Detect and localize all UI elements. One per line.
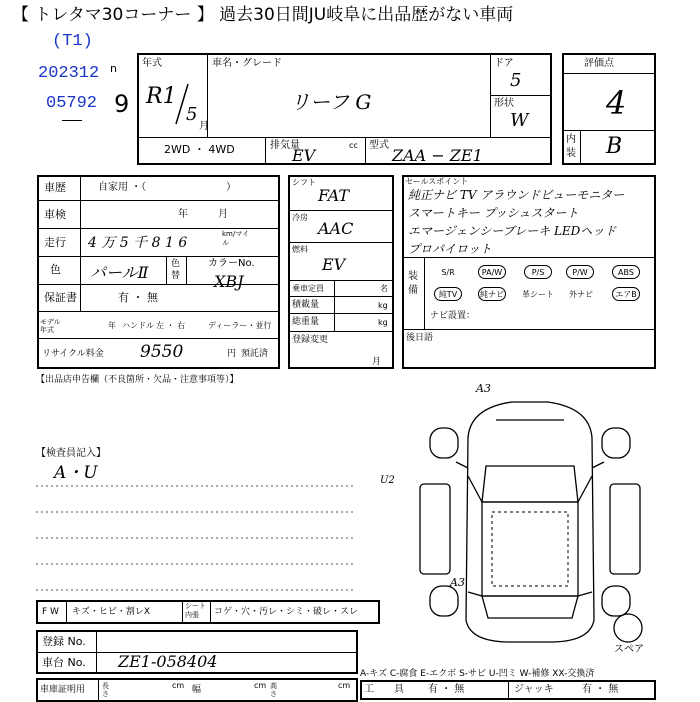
displacement-label: 排気量 bbox=[270, 140, 300, 151]
load-unit: kg bbox=[378, 301, 388, 310]
ac-value: AAC bbox=[318, 219, 354, 238]
notes-label: 後日語 bbox=[406, 333, 434, 343]
color-no-value: XBJ bbox=[214, 272, 244, 291]
equip-pw: P/W bbox=[566, 265, 594, 279]
model-label: 型式 bbox=[369, 140, 389, 151]
equip-abs: ABS bbox=[612, 265, 640, 279]
score-label: 評価点 bbox=[584, 58, 614, 69]
model-value: ZAA − ZE1 bbox=[392, 146, 483, 165]
mileage-label: 走行 bbox=[44, 236, 66, 249]
damage-mark-a3-top: A3 bbox=[476, 382, 491, 395]
jack-label: ジャッキ bbox=[514, 684, 554, 695]
recycle-unit: 円 bbox=[227, 349, 237, 359]
color-value: パールⅡ bbox=[90, 263, 149, 282]
registration-label: 登録変更 bbox=[292, 335, 329, 345]
equip-paw: PA/W bbox=[478, 265, 506, 279]
seat-label: シート内張 bbox=[185, 602, 206, 619]
door-value: 5 bbox=[510, 70, 522, 91]
warranty-value: 有 ・ 無 bbox=[118, 291, 158, 304]
width-label: 幅 bbox=[192, 685, 202, 695]
model-year-label: モデル年式 bbox=[40, 318, 61, 334]
shape-label: 形状 bbox=[494, 98, 514, 109]
recycle-label: リサイクル料金 bbox=[42, 349, 104, 359]
name-label: 車名・グレード bbox=[212, 58, 282, 69]
sales-point-line3: エマージェンシーブレーキ LEDヘッド bbox=[408, 224, 617, 238]
fuel-value: EV bbox=[322, 255, 346, 274]
displacement-unit: cc bbox=[349, 141, 358, 150]
weight-label: 総重量 bbox=[292, 317, 320, 327]
drive-label: 2WD ・ 4WD bbox=[164, 143, 235, 156]
damage-mark-u2: U2 bbox=[380, 475, 395, 486]
width-unit: cm bbox=[254, 681, 267, 690]
color-label: 色 bbox=[50, 263, 61, 276]
reg-no-label: 登録 No. bbox=[42, 635, 86, 648]
name-value: リーフ G bbox=[290, 90, 372, 114]
inspector-label: 【検査員記入】 bbox=[36, 448, 106, 459]
damage-legend: A-キズ C-腐食 E-エクボ S-サビ U-凹ミ W-補修 XX-交換済 bbox=[360, 669, 595, 679]
height-label: 高さ bbox=[270, 682, 277, 698]
warranty-label: 保証書 bbox=[44, 291, 77, 304]
seller-comments-label: 【出品店申告欄（不良箇所・欠品・注意事項等）】 bbox=[36, 375, 239, 385]
equip-tv: 純TV bbox=[434, 287, 462, 301]
year-label: 年式 bbox=[142, 58, 162, 69]
history-value: 自家用 ・（ ） bbox=[98, 182, 237, 193]
tools-value: 有 ・ 無 bbox=[428, 684, 465, 695]
chassis-value: ZE1-058404 bbox=[118, 652, 218, 671]
ac-label: 冷房 bbox=[292, 213, 308, 222]
recycle-value: 9550 bbox=[140, 342, 184, 362]
score-value: 4 bbox=[606, 84, 627, 122]
lot-overlay-line1: (T1) bbox=[52, 32, 93, 51]
height-unit: cm bbox=[338, 681, 351, 690]
length-unit: cm bbox=[172, 681, 185, 690]
mileage-value: 4 万 5 千 8 1 6 bbox=[88, 235, 188, 251]
shape-value: W bbox=[510, 110, 529, 131]
spare-label: スペア bbox=[614, 644, 644, 655]
handle-label: ハンドル bbox=[122, 321, 154, 330]
lot-dash bbox=[62, 120, 82, 121]
recycle-deposit: 預託済 bbox=[241, 349, 269, 359]
equip-leather: 革シート bbox=[522, 290, 554, 299]
fw-label: F W bbox=[42, 607, 59, 617]
fuel-label: 燃料 bbox=[292, 245, 308, 254]
inspection-value: 年 月 bbox=[178, 209, 228, 220]
lot-digit: 9 bbox=[114, 90, 130, 118]
displacement-value: EV bbox=[292, 146, 316, 165]
history-label: 車歴 bbox=[44, 181, 66, 194]
capacity-unit: 名 bbox=[380, 284, 388, 293]
equip-navi: 純ナビ bbox=[478, 287, 506, 301]
inspector-dotted-lines bbox=[36, 460, 356, 600]
handle-value: 左 ・ 右 bbox=[156, 321, 186, 330]
sales-point-line2: スマートキー プッシュスタート bbox=[408, 206, 579, 220]
car-diagram bbox=[400, 380, 660, 650]
lot-overlay-line3: 05792 bbox=[46, 94, 98, 113]
registration-unit: 月 bbox=[372, 357, 382, 367]
load-label: 積載量 bbox=[292, 300, 320, 310]
model-year-unit: 年 bbox=[108, 321, 116, 330]
equip-sr: S/R bbox=[441, 268, 455, 277]
mileage-unit: km/マイル bbox=[222, 230, 250, 247]
capacity-label: 乗車定員 bbox=[292, 284, 324, 293]
door-label: ドア bbox=[494, 58, 514, 69]
navi-install-label: ナビ設置： bbox=[430, 311, 476, 321]
shift-value: FAT bbox=[318, 186, 350, 205]
inspection-label: 車検 bbox=[44, 208, 66, 221]
interior-label: 内装 bbox=[566, 134, 576, 159]
sales-point-line1: 純正ナビ TV アラウンドビューモニター bbox=[408, 188, 625, 202]
equip-airbag: エアB bbox=[612, 287, 640, 301]
equip-ext-navi: 外ナビ bbox=[569, 290, 593, 299]
color-change-label: 色替 bbox=[171, 259, 181, 281]
lot-overlay-line2: 202312 bbox=[38, 64, 100, 83]
fw-items: キズ・ヒビ・割レX bbox=[72, 607, 150, 617]
year-value: R1 bbox=[146, 84, 177, 109]
month-unit: 月 bbox=[199, 121, 209, 132]
sales-point-label: セールスポイント bbox=[405, 177, 469, 186]
lot-suffix: n bbox=[110, 62, 117, 75]
sales-point-line4: プロパイロット bbox=[408, 242, 492, 256]
inspector-value: A・U bbox=[54, 463, 98, 483]
chassis-label: 車台 No. bbox=[42, 656, 86, 669]
color-no-label: カラーNo. bbox=[208, 258, 255, 269]
equip-ps: P/S bbox=[524, 265, 552, 279]
dealer-label: ディーラー・並行 bbox=[208, 321, 272, 330]
slash-mark bbox=[172, 80, 192, 130]
weight-unit: kg bbox=[378, 318, 388, 327]
shift-label: シフト bbox=[292, 178, 316, 187]
interior-value: B bbox=[606, 134, 623, 159]
jack-value: 有 ・ 無 bbox=[582, 684, 619, 695]
equipment-label: 装備 bbox=[408, 271, 418, 296]
banner: 【 トレタマ30コーナー 】 過去30日間JU岐阜に出品歴がない車両 bbox=[12, 5, 514, 25]
damage-mark-a3-bottom: A3 bbox=[450, 576, 465, 589]
tools-label: 工 具 bbox=[364, 684, 404, 695]
month-value: 5 bbox=[186, 104, 198, 125]
length-label: 長さ bbox=[102, 682, 109, 698]
dims-label: 車庫証明用 bbox=[40, 685, 86, 695]
seat-items: コゲ・穴・汚レ・シミ・破レ・スレ bbox=[214, 607, 359, 617]
